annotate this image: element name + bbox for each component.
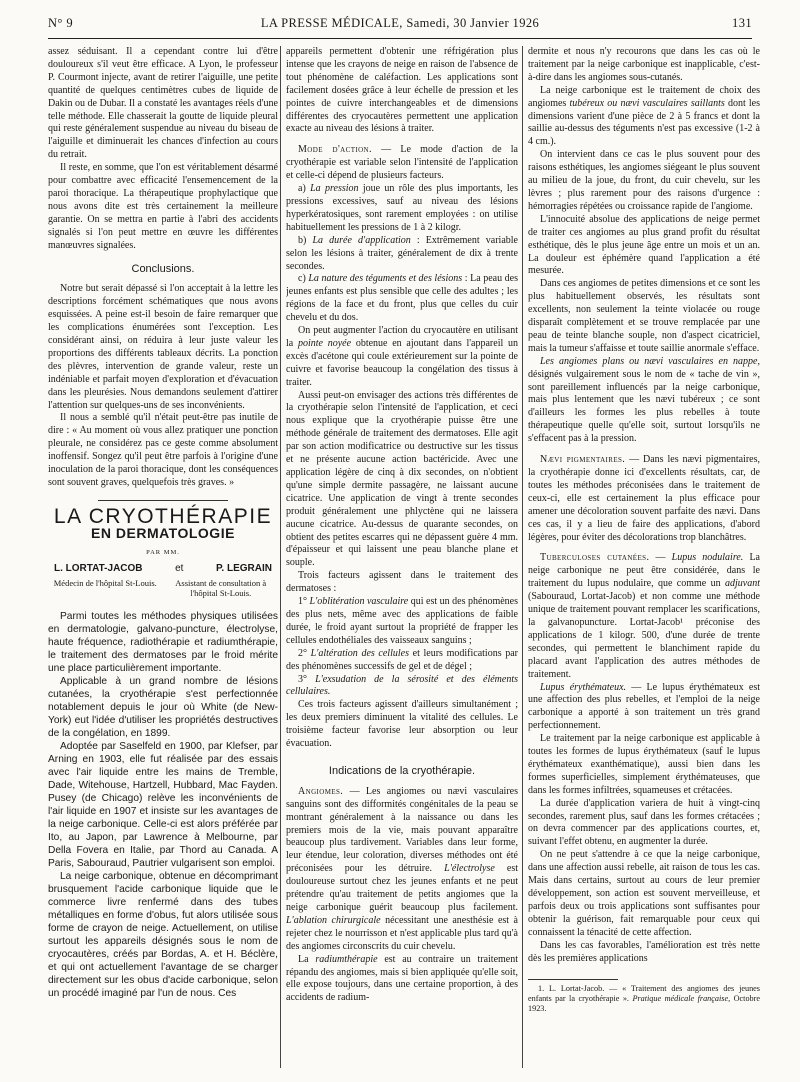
header-divider: [48, 38, 752, 39]
author-affiliation: Assistant de consultation à l'hôpital St-Louis.: [175, 577, 267, 598]
article-title: LA CRYOTHÉRAPIE: [53, 504, 273, 528]
paragraph: appareils permettent d'obtenir une réfrigération plus intense que les crayons de neige en raison de l'absence de tout phénomène de caléfaction. Les applications sont facilement dosées grâce à leur échelle de pression et les pointes de cuivre interchangeables et de dimensions différentes des cryocautères permettent une application exacte au niveau des lésions à traiter.: [286, 46, 518, 135]
footnote: 1. L. Lortat-Jacob. — « Traitement des angiomes des jeunes enfants par la cryothérapie ». Pratique médicale française, Octobre 1923.: [528, 984, 760, 1014]
paragraph: 2° L'altération des cellules et leurs modifications par des phénomènes successifs de gel et de dégel ;: [286, 647, 518, 672]
lead-paragraph: La neige carbonique, obtenue en décomprimant brusquement l'acide carbonique liquide que le commerce livre renfermé dans des tubes métalliques en forme d'obus, fut alors utilisée sous forme de crayon de neige. Actuellement, on utilise surtout les appareils désignés sous le nom de cryocautères, créés par Bordas, A. et H. Béclère, et qui ont actuellement l'avantage de se charger directement sur les obus d'acide carbonique, selon un procédé imaginé par l'un de nous. Ces: [48, 870, 278, 999]
running-header: [48, 16, 752, 36]
paragraph: c) La nature des téguments et des lésions : La peau des jeunes enfants est plus sensible que celle des adultes ; les régions de la face et du front, plus que celles du cuir chevelu et du dos.: [286, 273, 518, 324]
paragraph: Il nous a semblé qu'il n'était peut-être pas inutile de dire : « Au moment où vous allez pratiquer une ponction pleurale, ne considérez pas ce geste comme absolument inoffensif. Songez qu'il peut être parfois à l'origine d'une inoculation de la paroi thoracique, dont les conséquences sont souvent graves, quelquefois très graves. »: [48, 412, 278, 488]
footnote-divider: [528, 979, 618, 980]
author-conjunction: et: [175, 562, 184, 574]
paragraph: Angiomes. — Les angiomes ou nævi vasculaires sanguins sont des difformités congénitales de la peau se montrant généralement à la naissance ou dans les premiers mois de la vie, mais pouvant apparaître beaucoup plus tardivement. Variables dans leur forme, leur étendue, leur coloration, diverses méthodes ont été préconisées pour les détruire. L'électrolyse est douloureuse surtout chez les jeunes enfants et ne peut prétendre qu'au traitement de petits angiomes que la neige carbonique guérit beaucoup plus facilement. L'ablation chirurgicale nécessitant une anesthésie est à rejeter chez le nourrisson et n'est applicable plus tard qu'à des angiomes circonscrits du cuir chevelu.: [286, 785, 518, 952]
paragraph: dermite et nous n'y recourons que dans les cas où le traitement par la neige carbonique est inapplicable, c'est-à-dire dans les angiomes sous-cutanés.: [528, 46, 760, 83]
column-divider-1: [280, 46, 281, 1068]
paragraph: assez séduisant. Il a cependant contre lui d'être douloureux s'il veut être efficace. A Lyon, le professeur P. Courmont injecte, avant de retirer l'aiguille, une petite quantité de quelques centimètres cubes de liquide de Dakin ou de Dubar. Il a constaté les avantages réels d'une telle méthode. Elle chasserait la goutte de liquide pleural qui reste généralement suspendue au niveau du biseau de l'aiguille et diminuerait les chances d'infection au cours du retrait.: [48, 46, 278, 161]
paragraph: L'innocuité absolue des applications de neige permet de traiter ces angiomes au plus grand profit du résultat esthétique, dès le plus jeune âge entre un mois et un an. La douleur est éphémère quand l'application a été mesurée.: [528, 213, 760, 277]
authors: [48, 563, 278, 576]
paragraph: Notre but serait dépassé si l'on acceptait à la lettre les descriptions forcément schématiques que nous avons esquissées. A peine est-il besoin de faire remarquer que les complications énumérées sont l'exception. Les considérant ainsi, on réduira à leur juste valeur les proportions des différents tableaux décrits. La ponction des plèvres, intervention de grande valeur, reste un indéniable et parfait moyen d'exploration et d'évacuation dans les pleurésies. Nous demandons seulement d'attirer l'attention sur quelques-uns de ses inconvénients.: [48, 283, 278, 411]
lead-paragraph: Parmi toutes les méthodes physiques utilisées en dermatologie, galvano-puncture, électrolyse, haute fréquence, radiothérapie et radiumthérapie, le traitement des dermatoses par le froid mérite une place particulièrement importante.: [48, 610, 278, 674]
author-affiliation: Médecin de l'hôpital St-Louis.: [53, 577, 157, 588]
column-divider-2: [522, 46, 523, 1068]
paragraph: 3° L'exsudation de la sérosité et des éléments cellulaires.: [286, 673, 518, 698]
run-in-heading: Angiomes.: [298, 785, 344, 797]
paragraph: La durée d'application variera de huit à vingt-cinq secondes, rarement plus, sauf dans les formes crétacées ; on devra commencer par des applications courtes, et, suivant l'effet obtenu, en augmenter la durée.: [528, 797, 760, 848]
paragraph: Nævi pigmentaires. — Dans les nævi pigmentaires, la cryothérapie donne ici d'excellents résultats, car, de toutes les méthodes préconisées dans le traitement de ceux-ci, elle est certainement la plus efficace pour amener une décoloration souvent parfaite des nævi. Dans ces cas, il y a lieu de faire des applications, d'abord légères, pour éviter des décolorations trop blanchâtres.: [528, 454, 760, 543]
run-in-heading: Mode d'action.: [298, 144, 372, 156]
paragraph: Ces trois facteurs agissent d'ailleurs simultanément ; les deux premiers diminuent la vitalité des cellules. Le troisième facteur favorise leur absorption ou leur évacuation.: [286, 699, 518, 750]
paragraph: On intervient dans ce cas le plus souvent pour des raisons esthétiques, les angiomes siégeant le plus souvent au milieu de la joue, du front, du cuir chevelu, sur les lèvres ; plus rarement pour des raisons d'urgence : hémorragies répétées ou croissance rapide de l'angiome.: [528, 149, 760, 212]
author-name: L. LORTAT-JACOB: [54, 562, 143, 574]
section-heading-conclusions: Conclusions.: [131, 262, 195, 275]
paragraph: Aussi peut-on envisager des actions très différentes de la cryothérapie selon l'intensité de l'application, et ceci nous explique que la cryothérapie puisse être une méthode générale de traitement des dermatoses. Elle agit par son action modificatrice ou destructive sur les tissus et ne présente aucune action bactéricide. Avec une application légère de cinq à dix secondes, on n'obtient qu'une simple dermite passagère, ne laissant aucune cicatrice. Une application de vingt à trente secondes produit généralement une phlyctène qui ne laissera aucune cicatrice. Au-dessus de quarante secondes, on obtient des petites escarres qui ne dépassent guère 4 mm. d'épaisseur et qui laissent une peau blanche plane et souple.: [286, 389, 518, 569]
author-name: P. LEGRAIN: [216, 562, 272, 574]
journal-title-date: LA PRESSE MÉDICALE, Samedi, 30 Janvier 1926: [260, 16, 540, 30]
paragraph: La neige carbonique est le traitement de choix des angiomes tubéreux ou nævi vasculaires saillants dont les dimensions varient d'une pièce de 2 à 5 francs et dont la saillie au-dessus des téguments n'est pas excessive (1-2 à 4 cm.).: [528, 84, 760, 148]
paragraph: La radiumthérapie est au contraire un traitement répandu des angiomes, mais si bien appliquée qu'elle soit, elle expose toujours, dans une certaine proportion, à des accidents de radium-: [286, 953, 518, 1004]
affiliations: [48, 578, 278, 598]
article-lead: [48, 610, 278, 1000]
lead-paragraph: Applicable à un grand nombre de lésions cutanées, la cryothérapie s'est perfectionnée notablement depuis le jour où White (de New-York) eut l'idée d'utiliser les propriétés destructives de la congélation, en 1899.: [48, 675, 278, 739]
paragraph: Lupus érythémateux. — Le lupus érythémateux est une affection des plus rebelles, et l'emploi de la neige carbonique a apporté à son traitement un très grand perfectionnement.: [528, 681, 760, 732]
paragraph: Mode d'action. — Le mode d'action de la cryothérapie est variable selon l'intensité de l'application et celle-ci dépend de plusieurs facteurs.: [286, 144, 518, 182]
paragraph: Trois facteurs agissent dans le traitement des dermatoses :: [286, 570, 518, 595]
paragraph: Dans les cas favorables, l'amélioration est très nette dès les premières applications: [528, 939, 760, 964]
paragraph: Le traitement par la neige carbonique est applicable à toutes les formes de lupus érythémateux (sauf le lupus érythémateux exanthématique), aussi bien dans les formes superficielles, simplement érythémateuses, que dans les formes infiltrées, squameuses et crétacées.: [528, 733, 760, 796]
byline-prefix: PAR MM.: [146, 548, 180, 556]
paragraph: 1° L'oblitération vasculaire qui est un des phénomènes des plus nets, même avec des applications de faible durée, le froid ayant surtout la propriété de frapper les cellules endothéliales des vaisseaux sanguins ;: [286, 596, 518, 646]
column-3: [528, 46, 760, 1071]
run-in-heading: Tuberculoses cutanées.: [540, 552, 650, 564]
paragraph: a) La pression joue un rôle des plus importants, les pressions excessives, sauf au niveau des lésions hyperkératosiques, sont rarement employées : on utilise habituellement les pressions de 1 à 2 kilogr.: [286, 183, 518, 233]
article-subtitle: EN DERMATOLOGIE: [91, 524, 235, 541]
paragraph: Tuberculoses cutanées. — Lupus nodulaire. La neige carbonique ne peut être considérée, dans le traitement du lupus nodulaire, que comme un adjuvant (Sabouraud, Lortat-Jacob) et non comme une méthode unique de traitement pouvant remplacer les scarifications, la galvanopuncture. Lortat-Jacob¹ préconise des applications de 1 kilogr. 500, d'une durée de trente secondes, qui permettent le blanchiment rapide du placard avant l'application des autres méthodes de traitement.: [528, 552, 760, 680]
paragraph: Il reste, en somme, que l'on est véritablement désarmé pour combattre avec efficacité l'ensemencement de la paroi thoracique. La thérapeutique prophylactique que nous avons dite est très certainement la meilleure garantie. On se mettra en partie à l'abri des accidents signalés si l'on peut mettre en œuvre les différentes manœuvres signalées.: [48, 162, 278, 251]
column-1: [48, 46, 278, 1071]
section-heading-indications: Indications de la cryothérapie.: [328, 764, 476, 777]
page-number: 131: [732, 16, 752, 30]
paragraph: Les angiomes plans ou nævi vasculaires en nappe, désignés vulgairement sous le nom de « tache de vin », sont pareillement influencés par la neige carbonique, mais plus lentement que les nævi tubéreux ; ce sont d'ailleurs les formes les plus rebelles à toute thérapeutique quelle qu'elle soit, surtout lorsqu'ils ne s'effacent pas à la pression.: [528, 355, 760, 445]
issue-number: N° 9: [48, 16, 74, 30]
lead-paragraph: Adoptée par Saselfeld en 1900, par Klefser, par Arning en 1903, elle fut réalisée par des essais avec l'air liquide entre les mains de Tremble, Dade, Witehouse, Hartzell, Hubbard, Mac Fayden. Pusey (de Chicago) relève les inconvénients de l'air liquide en 1907 et insiste sur les avantages de la neige carbonique. Celle-ci est alors préférée par Ito, au Japon, par Lawrence à Melbourne, par Della Fovera en Italie, par Thord au Canada. A Paris, Sabouraud, Pautrier vulgarisent son emploi.: [48, 740, 278, 869]
paragraph: b) La durée d'application : Extrêmement variable selon les lésions à traiter, généralement de dix à trente secondes.: [286, 234, 518, 272]
article-separator: [98, 500, 228, 501]
paragraph: On peut augmenter l'action du cryocautère en utilisant la pointe noyée obtenue en ajoutant dans l'appareil un excès d'acétone qui coule extérieurement sur la pointe de cuivre et favorise beaucoup la congélation des tissus à traiter.: [286, 325, 518, 388]
column-2: [286, 46, 518, 1071]
paragraph: Dans ces angiomes de petites dimensions et ce sont les plus habituellement observés, les résultats sont excellents, non seulement la teinte violacée ou rouge disparaît complètement et se trouve remplacée par une peau de teinte blanche souple, non d'aspect cicatriciel, mais la tumeur s'affaisse et toute saillie anormale s'efface.: [528, 278, 760, 354]
run-in-heading: Nævi pigmentaires.: [540, 454, 626, 466]
paragraph: On ne peut s'attendre à ce que la neige carbonique, dans une affection aussi rebelle, ait raison de tous les cas. Mais dans certains, surtout au cours de leur premier développement, son action est souvent merveilleuse, et parfois deux ou trois applications sont suffisantes pour obtenir la guérison, fait remarquable pour ceux qui connaissent la ténacité de cette affection.: [528, 849, 760, 938]
